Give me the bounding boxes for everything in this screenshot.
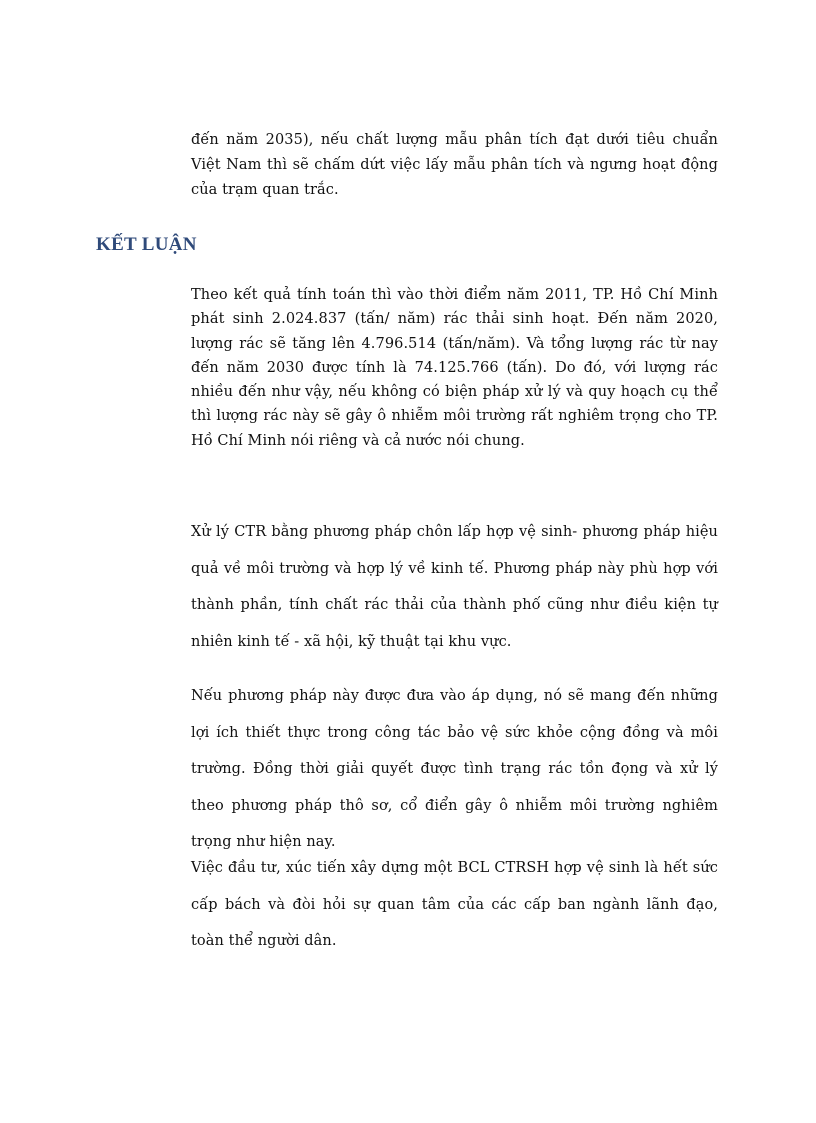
conclusion-paragraph-investment: Việc đầu tư, xúc tiến xây dựng một BCL CTRSH hợp vệ sinh là hết sức cấp bách và đòi hỏi sự quan tâm của các cấp ban ngành lãnh đạo, toàn thể người dân.: [191, 860, 718, 949]
conclusion-heading: KẾT LUẬN: [96, 234, 197, 255]
conclusion-paragraph-statistics: Theo kết quả tính toán thì vào thời điểm năm 2011, TP. Hồ Chí Minh phát sinh 2.024.837 (tấn/ năm) rác thải sinh hoạt. Đến năm 2020, lượng rác sẽ tăng lên 4.796.514 (tấn/năm). Và tổng lượng rác từ nay đến năm 2030 được tính là 74.125.766 (tấn). Do đó, với lượng rác nhiều đến như vậy, nếu không có biện pháp xử lý và quy hoạch cụ thể thì lượng rác này sẽ gây ô nhiễm môi trường rất nghiêm trọng cho TP. Hồ Chí Minh nói riêng và cả nước nói chung.: [191, 287, 718, 449]
conclusion-paragraph-benefits: Nếu phương pháp này được đưa vào áp dụng, nó sẽ mang đến những lợi ích thiết thực trong công tác bảo vệ sức khỏe cộng đồng và môi trường. Đồng thời giải quyết được tình trạng rác tồn đọng và xử lý theo phương pháp thô sơ, cổ điển gây ô nhiễm môi trường nghiêm trọng như hiện nay.: [191, 688, 718, 850]
conclusion-paragraph-landfill-method: Xử lý CTR bằng phương pháp chôn lấp hợp vệ sinh- phương pháp hiệu quả về môi trường và hợp lý về kinh tế. Phương pháp này phù hợp với thành phần, tính chất rác thải của thành phố cũng như điều kiện tự nhiên kinh tế - xã hội, kỹ thuật tại khu vực.: [191, 524, 718, 651]
intro-paragraph: đến năm 2035), nếu chất lượng mẫu phân tích đạt dưới tiêu chuẩn Việt Nam thì sẽ chấm dứt việc lấy mẫu phân tích và ngưng hoạt động của trạm quan trắc.: [191, 132, 718, 198]
